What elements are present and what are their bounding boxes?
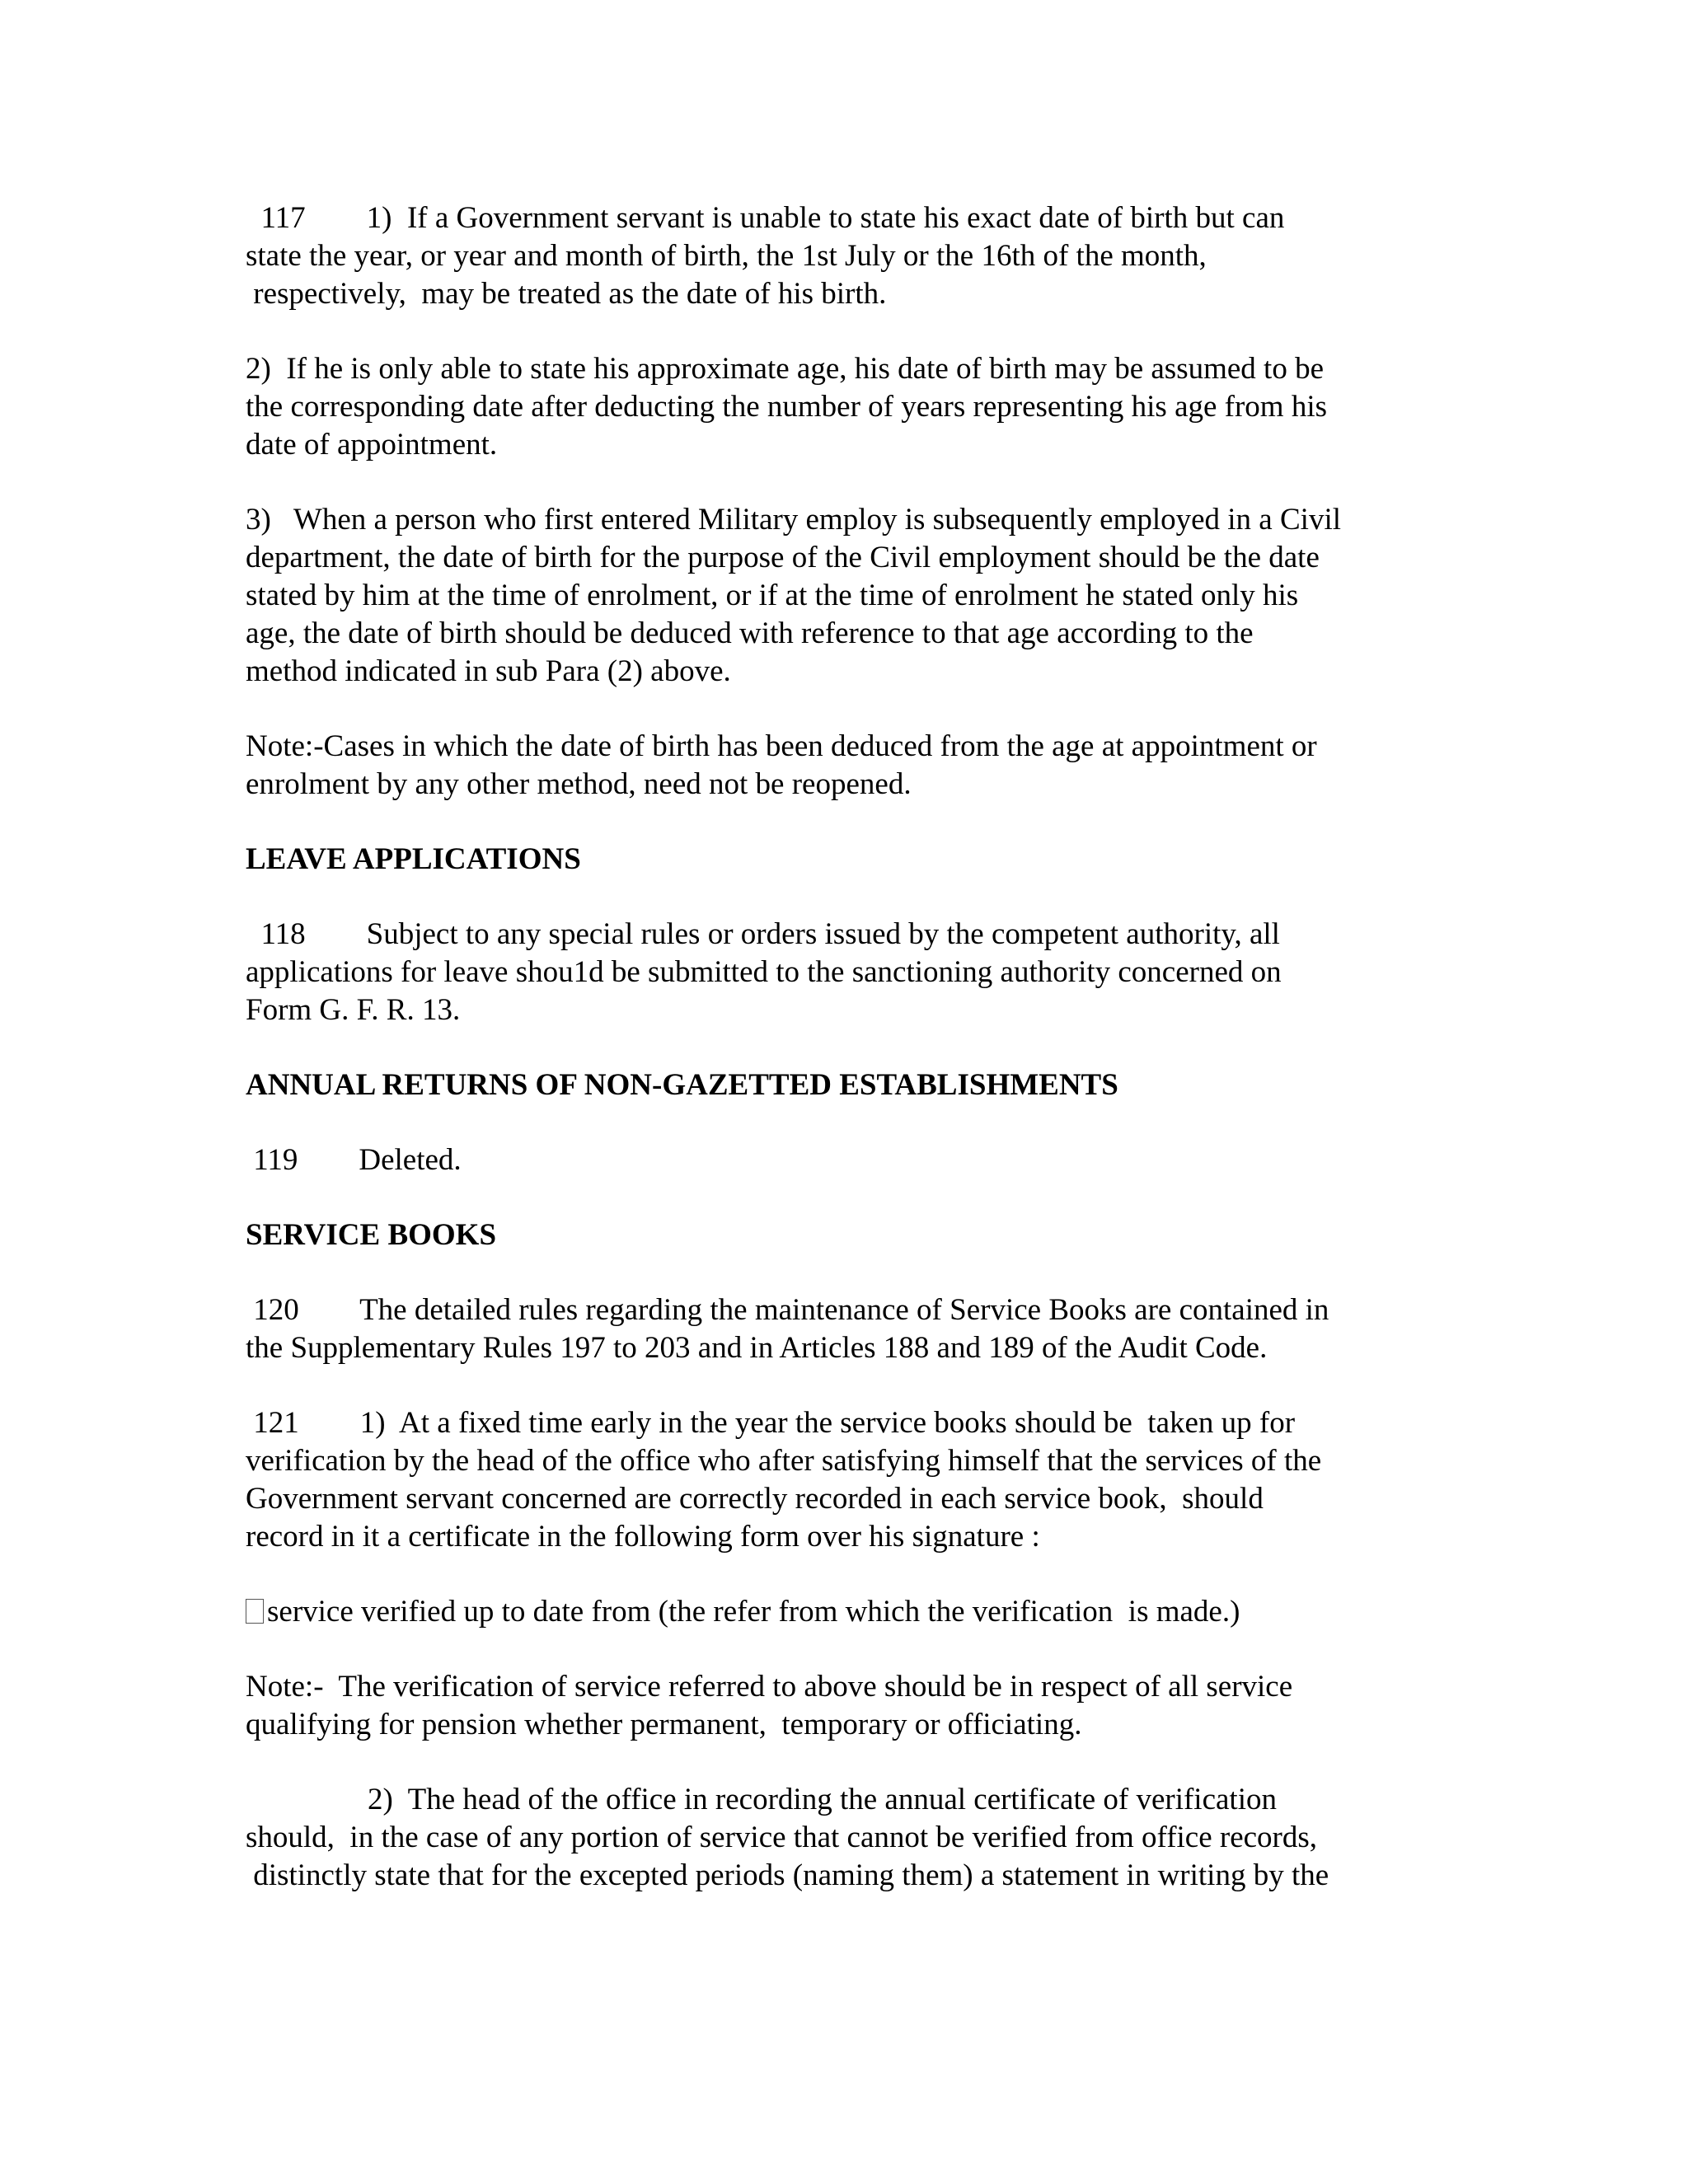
note-117-line-2: enrolment by any other method, need not be reopened. bbox=[246, 767, 912, 801]
missing-glyph-box-icon bbox=[246, 1599, 264, 1624]
para-117-line-2: state the year, or year and month of birth, the 1st July or the 16th of the month, bbox=[246, 239, 1207, 273]
para-117-3-line-5: method indicated in sub Para (2) above. bbox=[246, 654, 731, 688]
para-118-line-3: Form G. F. R. 13. bbox=[246, 993, 461, 1027]
para-121-2-line-1: 2) The head of the office in recording the annual certificate of verification bbox=[246, 1783, 1277, 1816]
para-118-line-2: applications for leave shou1d be submitted to the sanctioning authority concerned on bbox=[246, 955, 1282, 989]
para-117-line-3: respectively, may be treated as the date of his birth. bbox=[246, 277, 887, 311]
para-117-2-line-2: the corresponding date after deducting the number of years representing his age from his bbox=[246, 390, 1328, 424]
para-117-2-line-3: date of appointment. bbox=[246, 428, 498, 462]
para-117-3-line-3: stated by him at the time of enrolment, or if at the time of enrolment he stated only his bbox=[246, 579, 1299, 612]
para-117-line-1: 117 1) If a Government servant is unable to state his exact date of birth but can bbox=[246, 201, 1285, 235]
note-121-line-2: qualifying for pension whether permanent, temporary or officiating. bbox=[246, 1708, 1082, 1741]
para-117-3-line-4: age, the date of birth should be deduced with reference to that age according to the bbox=[246, 616, 1254, 650]
para-121-2-line-2: should, in the case of any portion of service that cannot be verified from office records, bbox=[246, 1821, 1318, 1854]
heading-leave-applications: LEAVE APPLICATIONS bbox=[246, 842, 581, 876]
para-117-3-line-1: 3) When a person who first entered Military employ is subsequently employed in a Civil bbox=[246, 503, 1342, 537]
certificate-text: service verified up to date from (the refer from which the verification is made.) bbox=[267, 1595, 1240, 1629]
para-121-line-3: Government servant concerned are correctly recorded in each service book, should bbox=[246, 1482, 1264, 1516]
para-117-2-line-1: 2) If he is only able to state his approximate age, his date of birth may be assumed to be bbox=[246, 352, 1325, 386]
certificate-line bbox=[246, 1593, 1240, 1631]
para-121-2-line-3: distinctly state that for the excepted periods (naming them) a statement in writing by the bbox=[246, 1858, 1329, 1892]
heading-annual-returns: ANNUAL RETURNS OF NON-GAZETTED ESTABLISHMENTS bbox=[246, 1068, 1118, 1102]
para-121-line-1: 121 1) At a fixed time early in the year the service books should be taken up for bbox=[246, 1406, 1296, 1440]
note-121-line-1: Note:- The verification of service referred to above should be in respect of all service bbox=[246, 1670, 1293, 1704]
para-121-line-4: record in it a certificate in the following form over his signature : bbox=[246, 1520, 1040, 1554]
para-120-line-2: the Supplementary Rules 197 to 203 and in Articles 188 and 189 of the Audit Code. bbox=[246, 1331, 1268, 1365]
note-117-line-1: Note:-Cases in which the date of birth has been deduced from the age at appointment or bbox=[246, 729, 1317, 763]
para-117-3-line-2: department, the date of birth for the purpose of the Civil employment should be the date bbox=[246, 541, 1320, 574]
para-118-line-1: 118 Subject to any special rules or orders issued by the competent authority, all bbox=[246, 917, 1280, 951]
para-120-line-1: 120 The detailed rules regarding the maintenance of Service Books are contained in bbox=[246, 1293, 1329, 1327]
para-121-line-2: verification by the head of the office who after satisfying himself that the services of the bbox=[246, 1444, 1322, 1478]
para-119-line-1: 119 Deleted. bbox=[246, 1143, 462, 1177]
heading-service-books: SERVICE BOOKS bbox=[246, 1218, 497, 1252]
